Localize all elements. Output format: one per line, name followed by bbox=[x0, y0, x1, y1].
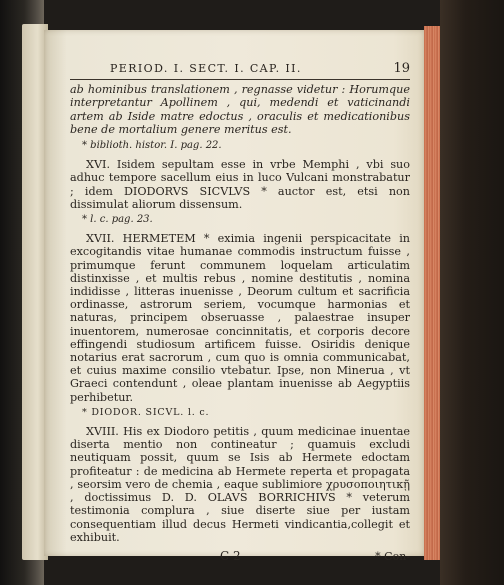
running-head: PERIOD. I. SECT. I. CAP. II. bbox=[110, 62, 302, 75]
page-footer bbox=[70, 550, 410, 563]
page-text-block bbox=[70, 62, 410, 563]
signature-mark: C 2 bbox=[220, 548, 241, 563]
opening-paragraph: ab hominibus translationem , regnasse videtur : Horumque interpretantur Apollinem , qui, medendi et vaticinandi artem ab Iside matre edoctus , oraculis et medicationibus bene de mortalium genere meritus est. bbox=[70, 83, 410, 136]
footnote-diodor: * DIODOR. SICVL. l. c. bbox=[82, 406, 210, 418]
section-xviii: XVIII. His ex Diodoro petitis , quum medicinae inuentae diserta mentio non contineatur ; quamuis excludi neutiquam possit, quum se Isis ab Hermete edoctam profiteatur : de medicina ab Hermete reperta et propagata , seorsim vero de chemia , eaque sublimiore χρυσοποιητικῇ , doctissimus D. D. OLAVS BORRICHIVS * veterum testimonia complura , siue diserte siue per iustam consequentiam illud decus Hermeti vindicantia,collegit et exhibuit. bbox=[70, 425, 410, 544]
footnote-lc-23: * l. c. pag. 23. bbox=[82, 214, 153, 226]
book-cover bbox=[440, 0, 504, 585]
footnote-biblioth: * biblioth. histor. I. pag. 22. bbox=[82, 140, 222, 152]
page-header bbox=[70, 62, 410, 80]
catchword: * Con- bbox=[375, 549, 410, 563]
section-xvi: XVI. Isidem sepultam esse in vrbe Memphi , vbi suo adhuc tempore sacellum eius in luco Vulcani monstrabatur ; idem DIODORVS SICVLVS * auctor est, etsi non dissimulat aliorum dissensum. bbox=[70, 158, 410, 211]
book-page bbox=[44, 30, 424, 563]
page-number: 19 bbox=[393, 61, 410, 76]
section-xvii: XVII. HERMETEM * eximia ingenii perspicacitate in excogitandis vitae humanae commodis instructum fuisse , primumque ferunt communem loquelam articulatim distinxisse , et multis rebus , nomine destitutis , nomina indidisse , litteras inuenisse , Deorum cultum et sacrificia ordinasse, astrorum seriem, vocumque harmonias et naturas, principem obseruasse , palaestrae insuper inuentorem, numerosae concinnitatis, et corporis decore effingendi studiosum artificem fuisse. Osiridis denique notarius erat sacrorum , cum quo is omnia communicabat, et cuius maxime consilio vtebatur. Ipse, non Minerua , vt Graeci contendunt , oleae plantam inuenisse ab Aegyptiis perhibetur. bbox=[70, 232, 410, 404]
red-fore-edge bbox=[424, 26, 440, 560]
